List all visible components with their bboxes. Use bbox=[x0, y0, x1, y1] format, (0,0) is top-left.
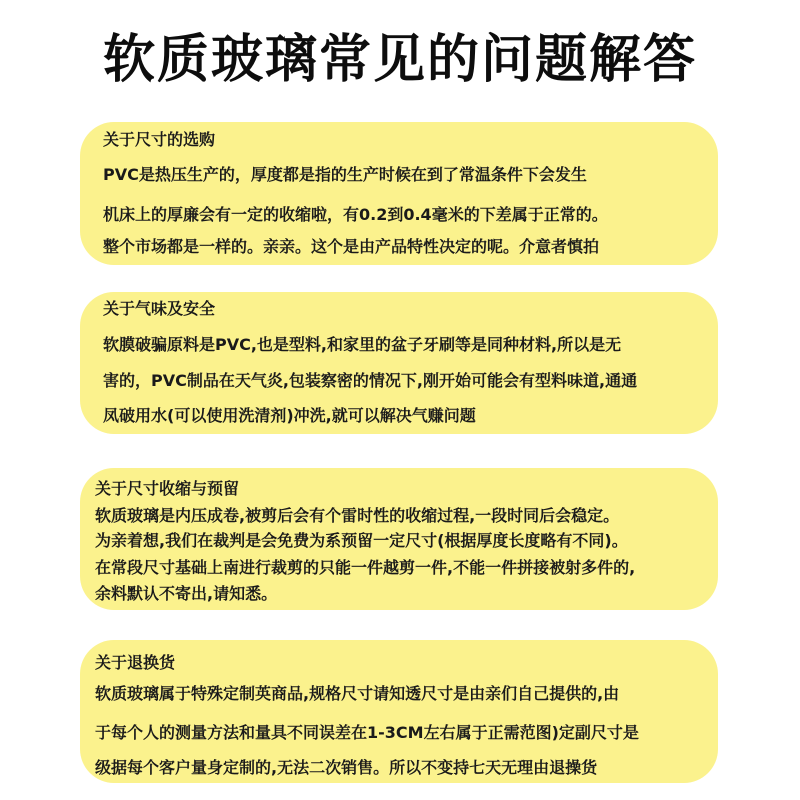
faq-heading: 关于尺寸收缩与预留 bbox=[95, 479, 240, 498]
faq-text-line: 凤破用水(可以使用洗清剂)冲洗,就可以解决气赚问题 bbox=[103, 406, 476, 425]
faq-heading: 关于退换货 bbox=[95, 653, 176, 672]
faq-text-line: 为亲着想,我们在裁判是会免费为系预留一定尺寸(根据厚度长度略有不同)。 bbox=[95, 531, 628, 550]
faq-text-line: 整个市场都是一样的。亲亲。这个是由产品特性决定的呢。介意者慎拍 bbox=[103, 237, 600, 256]
faq-text-line: 软质玻璃是内压成卷,被剪后会有个雷时性的收缩过程,一段时同后会稳定。 bbox=[95, 506, 620, 525]
faq-card-shrink-reserve bbox=[80, 468, 718, 610]
faq-text-line: 软膜破骗原料是PVC,也是型料,和家里的盆子牙刷等是同种材料,所以是无 bbox=[103, 335, 622, 354]
faq-card-odor-safety bbox=[80, 292, 718, 434]
faq-text-line: 余料默认不寄出,请知悉。 bbox=[95, 584, 278, 603]
faq-heading: 关于尺寸的选购 bbox=[103, 130, 216, 149]
faq-card-returns bbox=[80, 640, 718, 783]
faq-text-line: 于每个人的测量方法和量具不同误差在1-3CM左右属于正需范图)定副尺寸是 bbox=[95, 723, 639, 742]
page-title: 软质玻璃常见的问题解答 bbox=[102, 30, 697, 90]
faq-text-line: 级据每个客户量身定制的,无法二次销售。所以不变持七天无理由退操货 bbox=[95, 758, 598, 777]
faq-card-size-selection bbox=[80, 122, 718, 265]
faq-text-line: 害的，PVC制品在天气炎,包装察密的情况下,刚开始可能会有型料味道,通通 bbox=[103, 371, 638, 390]
faq-heading: 关于气味及安全 bbox=[103, 299, 216, 318]
faq-text-line: 在常段尺寸基础上南进行裁剪的只能一件越剪一件,不能一件拼接被射多件的, bbox=[95, 558, 636, 577]
faq-text-line: 软质玻璃属于特殊定制英商品,规格尺寸请知透尺寸是由亲们自己提供的,由 bbox=[95, 684, 620, 703]
faq-text-line: PVC是热压生产的，厚度都是指的生产时候在到了常温条件下会发生 bbox=[103, 165, 587, 184]
faq-text-line: 机床上的厚廉会有一定的收缩啦，有0.2到0.4毫米的下差属于正常的。 bbox=[103, 205, 608, 224]
